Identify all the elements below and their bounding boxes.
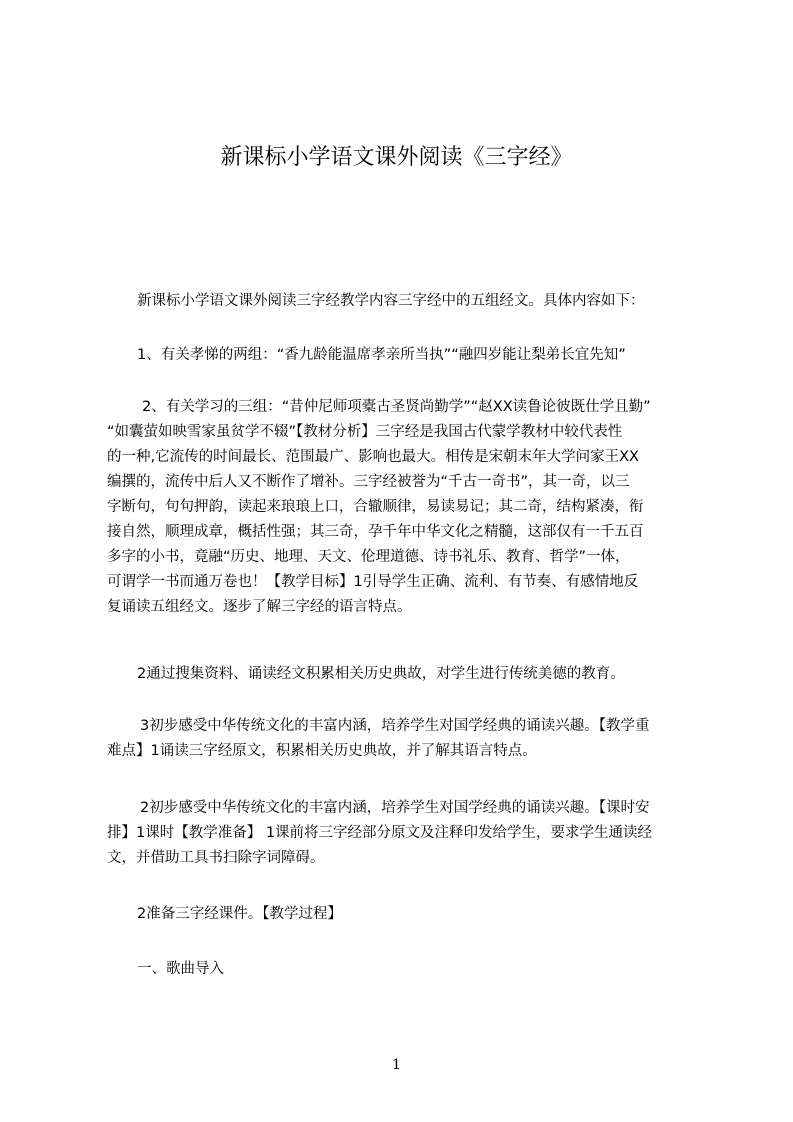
paragraph-intro xyxy=(137,289,645,314)
paragraph-preparation xyxy=(137,902,342,927)
paragraph-line: 可谓学一书而通万卷也！【教学目标】1引导学生正确、流利、有节奏、有感情地反 xyxy=(107,574,639,590)
paragraph-line: 3初步感受中华传统文化的丰富内涵，培养学生对国学经典的诵读兴趣。【教学重 xyxy=(140,718,650,734)
paragraph-line: 2通过搜集资料、诵读经文积累相关历史典故，对学生进行传统美德的教育。 xyxy=(137,666,625,682)
paragraph-line: 一、歌曲导入 xyxy=(137,961,224,977)
paragraph-schedule xyxy=(107,796,652,871)
page-number: 1 xyxy=(392,1057,401,1073)
paragraph-line: 编撰的，流传中后人又不断作了增补。三字经被誉为“千古一奇书”，其一奇，以三 xyxy=(107,474,630,490)
paragraph-line: 多字的小书，竟融“历史、地理、天文、伦理道德、诗书礼乐、教育、哲学”一体， xyxy=(107,549,630,565)
paragraph-line: 2、有关学习的三组：“昔仲尼师项橐古圣贤尚勤学”“赵XX读鲁论彼既仕学且勤” xyxy=(142,399,651,415)
paragraph-key-points xyxy=(107,714,649,764)
paragraph-line: 2准备三字经课件。【教学过程】 xyxy=(137,906,342,922)
paragraph-line: 1、有关孝悌的两组：“香九龄能温席孝亲所当执”“融四岁能让梨弟长宜先知” xyxy=(137,347,626,363)
paragraph-line: “如囊萤如映雪家虽贫学不辍”【教材分析】三字经是我国古代蒙学教材中较代表性 xyxy=(107,424,623,440)
paragraph-study-groups xyxy=(107,395,651,620)
page-title: 新课标小学语文课外阅读《三字经》 xyxy=(220,145,573,170)
paragraph-line: 新课标小学语文课外阅读三字经教学内容三字经中的五组经文。具体内容如下： xyxy=(137,293,645,309)
paragraph-section-heading xyxy=(137,957,224,982)
paragraph-line: 的一种,它流传的时间最长、范围最广、影响也最大。相传是宋朝末年大学问家王XX xyxy=(107,449,639,465)
paragraph-line: 难点】1诵读三字经原文，积累相关历史典故，并了解其语言特点。 xyxy=(107,743,537,759)
paragraph-line: 复诵读五组经文。逐步了解三字经的语言特点。 xyxy=(107,599,412,615)
paragraph-line: 排】1课时【教学准备】 1课前将三字经部分原文及注释印发给学生，要求学生通读经 xyxy=(107,825,653,841)
paragraph-line: 字断句，句句押韵，读起来琅琅上口，合辙顺律，易读易记；其二奇，结构紧凑，衔 xyxy=(107,499,644,515)
paragraph-line: 接自然，顺理成章，概括性强；其三奇，孕千年中华文化之精髓，这部仅有一千五百 xyxy=(107,524,644,540)
paragraph-line: 文，并借助工具书扫除字词障碍。 xyxy=(107,850,325,866)
paragraph-history-stories xyxy=(137,662,625,687)
paragraph-line: 2初步感受中华传统文化的丰富内涵，培养学生对国学经典的诵读兴趣。【课时安 xyxy=(140,800,650,816)
paragraph-filial-piety xyxy=(137,343,626,368)
